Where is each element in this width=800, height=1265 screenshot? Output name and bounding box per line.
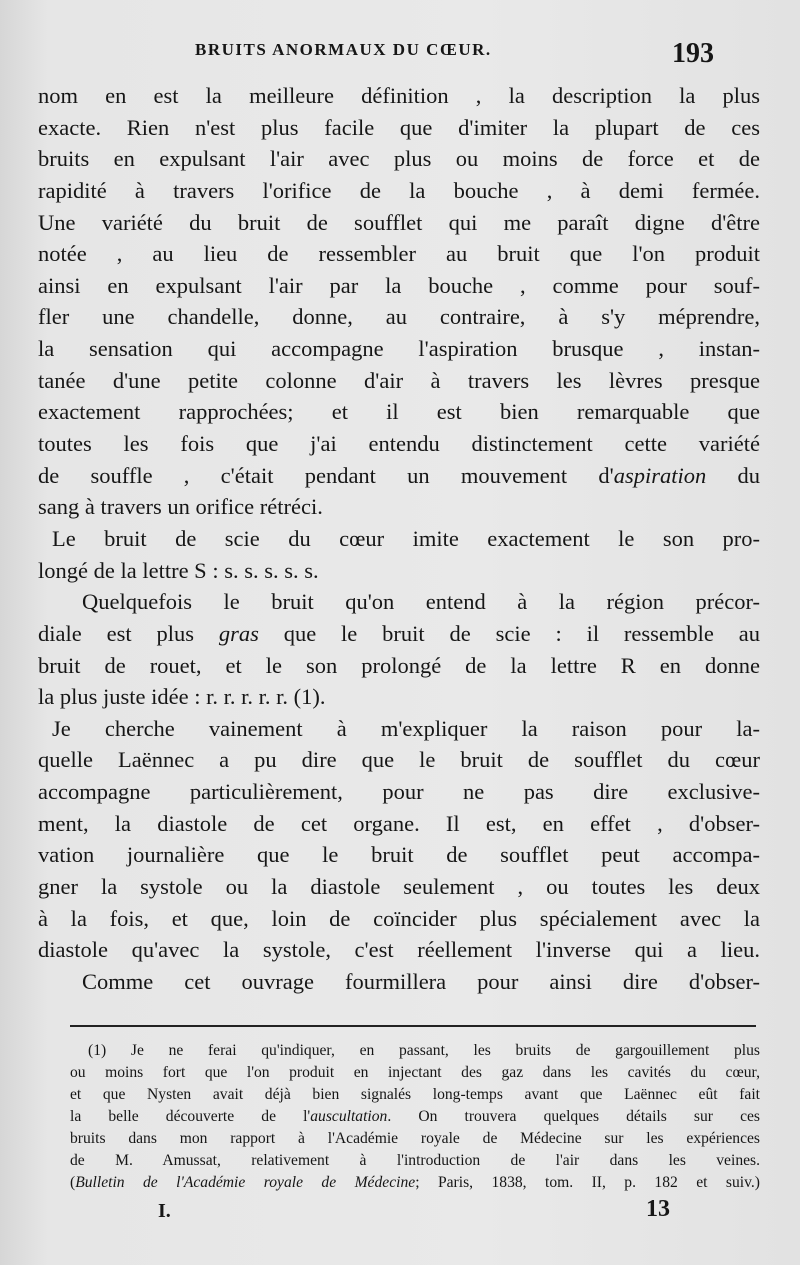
- text-line: toutes les fois que j'ai entendu distinctement cette variété: [38, 431, 760, 457]
- text-line: la sensation qui accompagne l'aspiration brusque , instan-: [38, 336, 760, 362]
- footnote-line: et que Nysten avait déjà bien signalés long-temps avant que Laënnec eût fait: [70, 1086, 760, 1103]
- text-run: . On trouvera quelques détails sur ces: [387, 1108, 760, 1125]
- footnote-rule: [70, 1025, 756, 1027]
- italic-term: auscultation: [310, 1108, 388, 1125]
- text-run: la belle découverte de l': [70, 1108, 311, 1125]
- text-line: sang à travers un orifice rétréci.: [38, 494, 323, 520]
- text-line: quelle Laënnec a pu dire que le bruit de soufflet du cœur: [38, 747, 760, 773]
- text-line: bruits en expulsant l'air avec plus ou moins de force et de: [38, 146, 760, 172]
- text-line: [38, 460, 760, 492]
- body-text: [38, 80, 760, 998]
- footnote-line: bruits dans mon rapport à l'Académie royale de Médecine sur les expériences: [70, 1130, 760, 1147]
- text-line: gner la systole ou la diastole seulement , ou toutes les deux: [38, 874, 760, 900]
- text-line: ment, la diastole de cet organe. Il est, en effet , d'obser-: [38, 810, 760, 836]
- page-number: 193: [672, 38, 714, 69]
- footnote-line: [70, 1106, 760, 1128]
- text-run: du: [706, 462, 760, 488]
- text-line: Je cherche vainement à m'expliquer la raison pour la-: [52, 715, 760, 741]
- text-line: nom en est la meilleure définition , la description la plus: [38, 83, 760, 108]
- text-line: vation journalière que le bruit de soufflet peut accompa-: [38, 842, 760, 868]
- sheet-number: 13: [646, 1196, 670, 1222]
- italic-citation: Bulletin de l'Académie royale de Médecine: [75, 1174, 416, 1191]
- italic-term: aspiration: [613, 462, 707, 488]
- text-run: de souffle , c'était pendant un mouvement d': [38, 462, 614, 488]
- footnote-line: (1) Je ne ferai qu'indiquer, en passant, les bruits de gargouillement plus: [88, 1042, 760, 1059]
- text-line: [38, 618, 760, 650]
- text-line: bruit de rouet, et le son prolongé de la lettre R en donne: [38, 652, 760, 678]
- footnote-line: ou moins fort que l'on produit en injectant des gaz dans les cavités du cœur,: [70, 1064, 760, 1081]
- text-line: rapidité à travers l'orifice de la bouche , à demi fermée.: [38, 177, 760, 203]
- text-line: la plus juste idée : r. r. r. r. r. (1).: [38, 684, 326, 710]
- footnote-line: de M. Amussat, relativement à l'introduction de l'air dans les veines.: [70, 1152, 760, 1169]
- text-line: à la fois, et que, loin de coïncider plus spécialement avec la: [38, 905, 760, 931]
- text-line: ainsi en expulsant l'air par la bouche , comme pour souf-: [38, 272, 760, 298]
- text-run: (: [70, 1174, 76, 1191]
- text-line: accompagne particulièrement, pour ne pas dire exclusive-: [38, 779, 760, 805]
- text-line: tanée d'une petite colonne d'air à travers les lèvres presque: [38, 367, 760, 393]
- text-line: exactement rapprochées; et il est bien remarquable que: [38, 399, 760, 425]
- text-line: Le bruit de scie du cœur imite exactement le son pro-: [52, 525, 760, 551]
- text-line: Quelquefois le bruit qu'on entend à la région précor-: [82, 589, 760, 615]
- text-line: fler une chandelle, donne, au contraire, à s'y méprendre,: [38, 304, 760, 330]
- text-run: que le bruit de scie : il ressemble au: [258, 620, 760, 646]
- text-line: Une variété du bruit de soufflet qui me paraît digne d'être: [38, 209, 760, 235]
- footnote: [70, 1040, 760, 1194]
- text-run: ; Paris, 1838, tom. II, p. 182 et suiv.): [415, 1174, 760, 1191]
- text-line: longé de la lettre S : s. s. s. s. s.: [38, 557, 319, 583]
- text-run: diale est plus: [38, 620, 219, 646]
- text-line: diastole qu'avec la systole, c'est réellement l'inverse qui a lieu.: [38, 937, 760, 963]
- signature-mark: I.: [158, 1200, 171, 1222]
- text-line: notée , au lieu de ressembler au bruit que l'on produit: [38, 241, 760, 267]
- italic-term: gras: [218, 620, 259, 646]
- text-line: Comme cet ouvrage fourmillera pour ainsi dire d'obser-: [82, 968, 760, 994]
- running-head: BRUITS ANORMAUX DU CŒUR.: [195, 40, 492, 59]
- text-line: exacte. Rien n'est plus facile que d'imiter la plupart de ces: [38, 114, 760, 140]
- footnote-line: [70, 1172, 760, 1194]
